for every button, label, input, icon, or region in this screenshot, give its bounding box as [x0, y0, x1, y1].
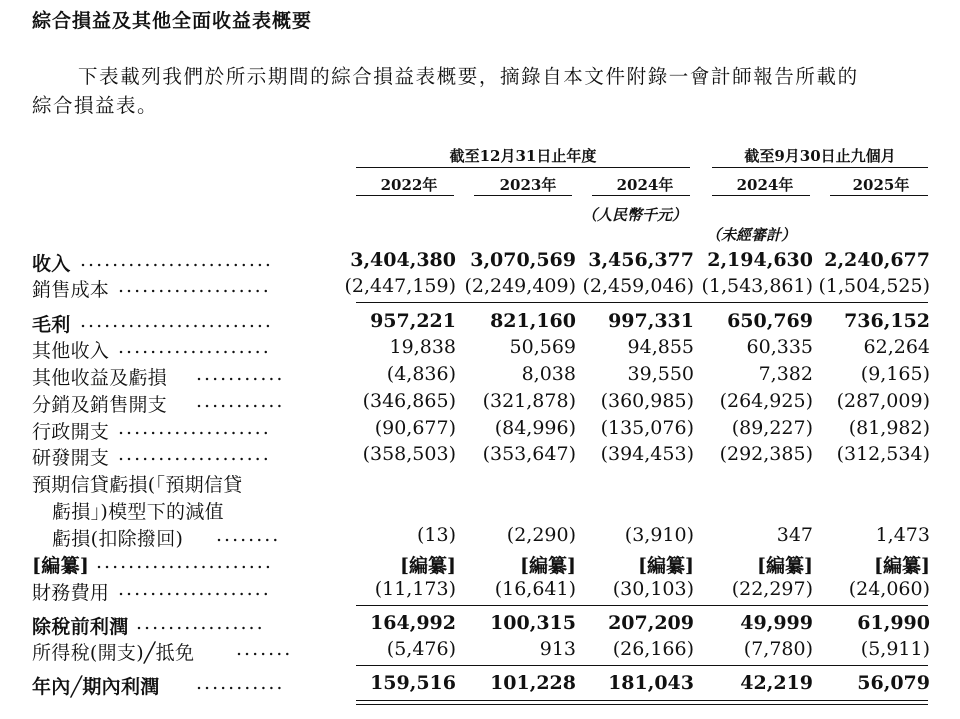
row-leader-dots: ...................: [118, 336, 271, 358]
cell-2022: (2,447,159): [344, 275, 456, 297]
cell-9m-2024: (292,385): [719, 443, 813, 465]
cell-9m-2025: (81,982): [848, 417, 930, 439]
row-leader-dots: ........................: [80, 310, 273, 332]
cell-2024: (2,459,046): [582, 275, 694, 297]
group-header-annual: 截至12月31日止年度: [449, 147, 597, 165]
row-label: 分銷及銷售開支: [32, 394, 168, 416]
cell-9m-2025: 1,473: [875, 524, 930, 546]
cell-9m-2025: 56,079: [857, 672, 930, 694]
cell-2023: 8,038: [521, 363, 576, 385]
cell-9m-2025: 62,264: [863, 336, 930, 358]
cell-2023: 913: [539, 638, 576, 660]
cell-9m-2025: 61,990: [857, 612, 930, 634]
intro-paragraph: [32, 62, 859, 120]
year-header-2: 2023年: [499, 176, 557, 194]
cell-9m-2024: 42,219: [740, 672, 813, 694]
row-distribution-selling: [0, 390, 960, 417]
cell-2022: (13): [416, 524, 456, 546]
group-rule-interim: [712, 167, 928, 168]
cell-2022: 159,516: [370, 672, 456, 694]
group-header-interim: 截至9月30日止九個月: [744, 147, 896, 165]
cell-9m-2024: 49,999: [740, 612, 813, 634]
cell-2023: 100,315: [490, 612, 576, 634]
cell-9m-2024: [編纂]: [757, 555, 813, 577]
cell-2022: [編纂]: [400, 555, 456, 577]
row-leader-dots: ...........: [196, 672, 285, 694]
row-income-tax: [0, 638, 960, 665]
cell-9m-2024: (89,227): [731, 417, 813, 439]
cell-9m-2024: 7,382: [758, 363, 813, 385]
cell-9m-2024: (22,297): [731, 578, 813, 600]
year-header-1: 2022年: [380, 176, 438, 194]
currency-note: （人民幣千元）: [582, 206, 688, 224]
cell-9m-2025: 2,240,677: [824, 249, 930, 271]
row-leader-dots: ......................: [96, 551, 273, 573]
row-leader-dots: ...........: [196, 363, 285, 385]
row-leader-dots: ...................: [118, 417, 271, 439]
cell-2023: (84,996): [494, 417, 576, 439]
row-label: 研發開支: [32, 447, 110, 469]
cell-2022: 957,221: [370, 310, 456, 332]
row-ecl-label-line1: 預期信貸虧損(「預期信貸: [32, 474, 243, 496]
row-label: 收入: [32, 253, 71, 275]
cell-2024: (135,076): [600, 417, 694, 439]
cell-9m-2025: (9,165): [860, 363, 930, 385]
cell-2024: (26,166): [612, 638, 694, 660]
row-finance-costs: [0, 578, 960, 605]
cell-2022: (90,677): [374, 417, 456, 439]
row-other-income: [0, 336, 960, 363]
intro-line-2: 綜合損益表。: [32, 94, 159, 117]
cell-9m-2025: 736,152: [844, 310, 930, 332]
cell-2024: (30,103): [612, 578, 694, 600]
row-label: 年內╱期內利潤: [32, 676, 160, 698]
cell-2023: (2,249,409): [464, 275, 576, 297]
cell-9m-2025: (24,060): [848, 578, 930, 600]
cell-2022: 3,404,380: [350, 249, 456, 271]
cell-9m-2025: (5,911): [860, 638, 930, 660]
cell-2023: [編纂]: [520, 555, 576, 577]
intro-line-1: 下表載列我們於所示期間的綜合損益表概要，摘錄自本文件附錄一會計師報告所載的: [78, 65, 859, 88]
row-leader-dots: ........: [216, 524, 281, 546]
row-leader-dots: .......: [236, 638, 293, 660]
row-ecl-impairment: [0, 524, 960, 551]
cell-2022: (4,836): [386, 363, 456, 385]
cell-2024: (360,985): [600, 390, 694, 412]
unaudited-note: （未經審計）: [706, 226, 797, 244]
group-rule-annual: [356, 167, 690, 168]
row-leader-dots: ........................: [80, 249, 273, 271]
year-rule-2: [474, 195, 572, 196]
year-rule-4: [712, 195, 810, 196]
year-rule-3: [592, 195, 690, 196]
year-rule-5: [830, 195, 928, 196]
total-double-rule-bottom: [356, 704, 928, 705]
row-label: [編纂]: [32, 555, 90, 577]
cell-2022: (5,476): [386, 638, 456, 660]
cell-2023: 821,160: [490, 310, 576, 332]
cell-2023: (16,641): [494, 578, 576, 600]
cell-2022: (346,865): [362, 390, 456, 412]
cell-9m-2024: 60,335: [746, 336, 813, 358]
cell-2024: (3,910): [624, 524, 694, 546]
cell-2024: 207,209: [608, 612, 694, 634]
row-leader-dots: ...........: [196, 390, 285, 412]
row-label: 其他收入: [32, 340, 110, 362]
row-label: 虧損(扣除撥回): [52, 528, 184, 550]
row-label: 除稅前利潤: [32, 616, 129, 638]
cell-2022: 19,838: [389, 336, 456, 358]
cell-2023: (321,878): [482, 390, 576, 412]
cell-2024: (394,453): [600, 443, 694, 465]
cell-9m-2025: (1,504,525): [818, 275, 930, 297]
row-administrative: [0, 417, 960, 444]
row-profit-before-tax: [0, 612, 960, 639]
cell-9m-2024: (7,780): [743, 638, 813, 660]
row-research-development: [0, 443, 960, 470]
row-label: 財務費用: [32, 582, 110, 604]
subtotal-rule: [356, 665, 928, 666]
row-leader-dots: ................: [136, 612, 265, 634]
cell-9m-2024: (1,543,861): [701, 275, 813, 297]
year-header-3: 2024年: [616, 176, 674, 194]
year-header-4: 2024年: [736, 176, 794, 194]
cell-2022: (358,503): [362, 443, 456, 465]
row-leader-dots: ...................: [118, 578, 271, 600]
section-heading: 綜合損益及其他全面收益表概要: [32, 10, 313, 32]
row-label: 銷售成本: [32, 279, 110, 301]
cell-2022: (11,173): [374, 578, 456, 600]
cell-2023: 50,569: [509, 336, 576, 358]
cell-2022: 164,992: [370, 612, 456, 634]
cell-9m-2025: [編纂]: [874, 555, 930, 577]
row-label: 其他收益及虧損: [32, 367, 168, 389]
subtotal-rule: [356, 605, 928, 606]
cell-9m-2025: (287,009): [836, 390, 930, 412]
row-label: 所得稅(開支)╱抵免: [32, 642, 195, 664]
cell-2023: (2,290): [506, 524, 576, 546]
row-other-gains-losses: [0, 363, 960, 390]
cell-2024: 181,043: [608, 672, 694, 694]
cell-9m-2024: 650,769: [727, 310, 813, 332]
subtotal-rule: [356, 302, 928, 303]
cell-9m-2025: (312,534): [836, 443, 930, 465]
row-label: 行政開支: [32, 421, 110, 443]
row-ecl-label-line2: 虧損」)模型下的減值: [52, 501, 224, 523]
row-profit-for-period: [0, 672, 960, 699]
cell-2023: 101,228: [490, 672, 576, 694]
cell-2023: 3,070,569: [470, 249, 576, 271]
row-revenue: [0, 249, 960, 276]
row-cost-of-sales: [0, 275, 960, 302]
row-gross-profit: [0, 310, 960, 337]
cell-2024: [編纂]: [638, 555, 694, 577]
cell-9m-2024: (264,925): [719, 390, 813, 412]
cell-2024: 39,550: [627, 363, 694, 385]
cell-2024: 997,331: [608, 310, 694, 332]
cell-2024: 94,855: [627, 336, 694, 358]
cell-9m-2024: 347: [776, 524, 813, 546]
cell-2024: 3,456,377: [588, 249, 694, 271]
total-double-rule-top: [356, 700, 928, 701]
year-header-5: 2025年: [852, 176, 910, 194]
row-label: 毛利: [32, 314, 71, 336]
row-redacted: [0, 551, 960, 578]
row-leader-dots: ...................: [118, 275, 271, 297]
year-rule-1: [356, 195, 454, 196]
cell-2023: (353,647): [482, 443, 576, 465]
cell-9m-2024: 2,194,630: [707, 249, 813, 271]
row-leader-dots: ...................: [118, 443, 271, 465]
